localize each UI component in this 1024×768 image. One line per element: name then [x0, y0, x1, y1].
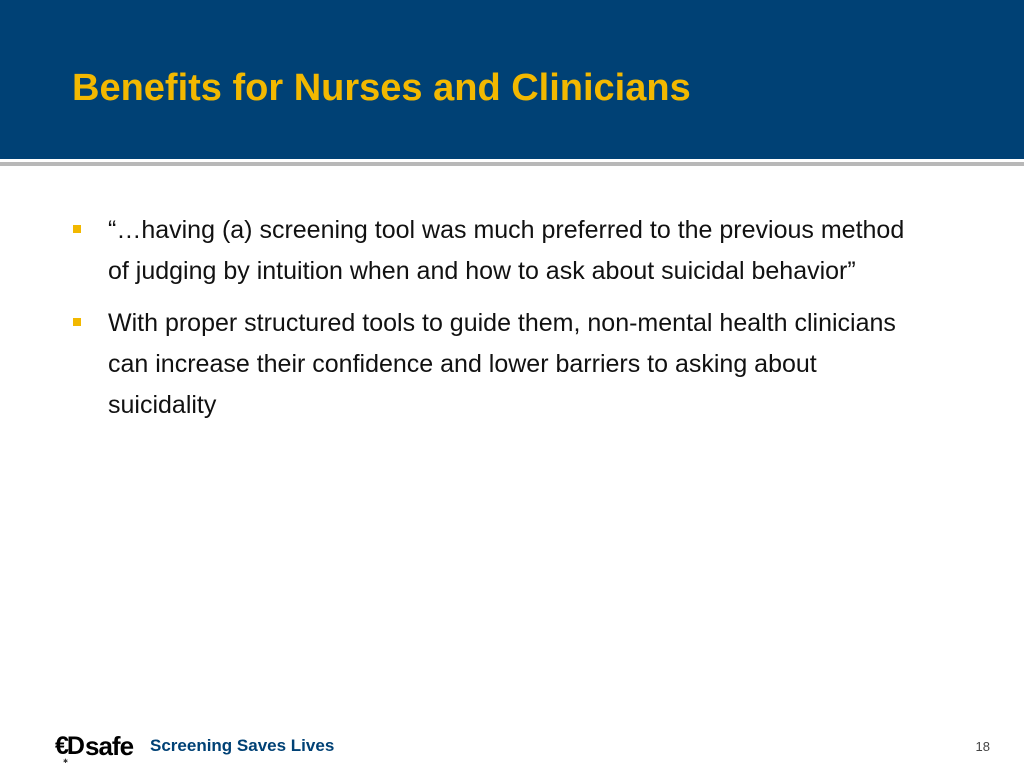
logo-text: safe [85, 731, 134, 761]
square-bullet-icon [73, 225, 81, 233]
footer-tagline: Screening Saves Lives [150, 736, 335, 755]
edsafe-logo [55, 732, 135, 764]
page-number: 18 [975, 739, 990, 754]
bullet-item [72, 210, 932, 292]
bullet-text: “…having (a) screening tool was much preferred to the previous method of judging by intuition when and how to ask about suicidal behavior” [108, 216, 905, 285]
bullet-list [72, 210, 932, 437]
logo-mark: €D [55, 732, 83, 760]
bullet-item [72, 303, 932, 426]
logo-star-icon: ✱ [63, 759, 69, 765]
square-bullet-icon [73, 318, 81, 326]
title-divider [0, 162, 1024, 166]
slide-title: Benefits for Nurses and Clinicians [72, 67, 691, 109]
bullet-text: With proper structured tools to guide them, non-mental health clinicians can increase their confidence and lower barriers to asking about suicidality [108, 309, 896, 419]
